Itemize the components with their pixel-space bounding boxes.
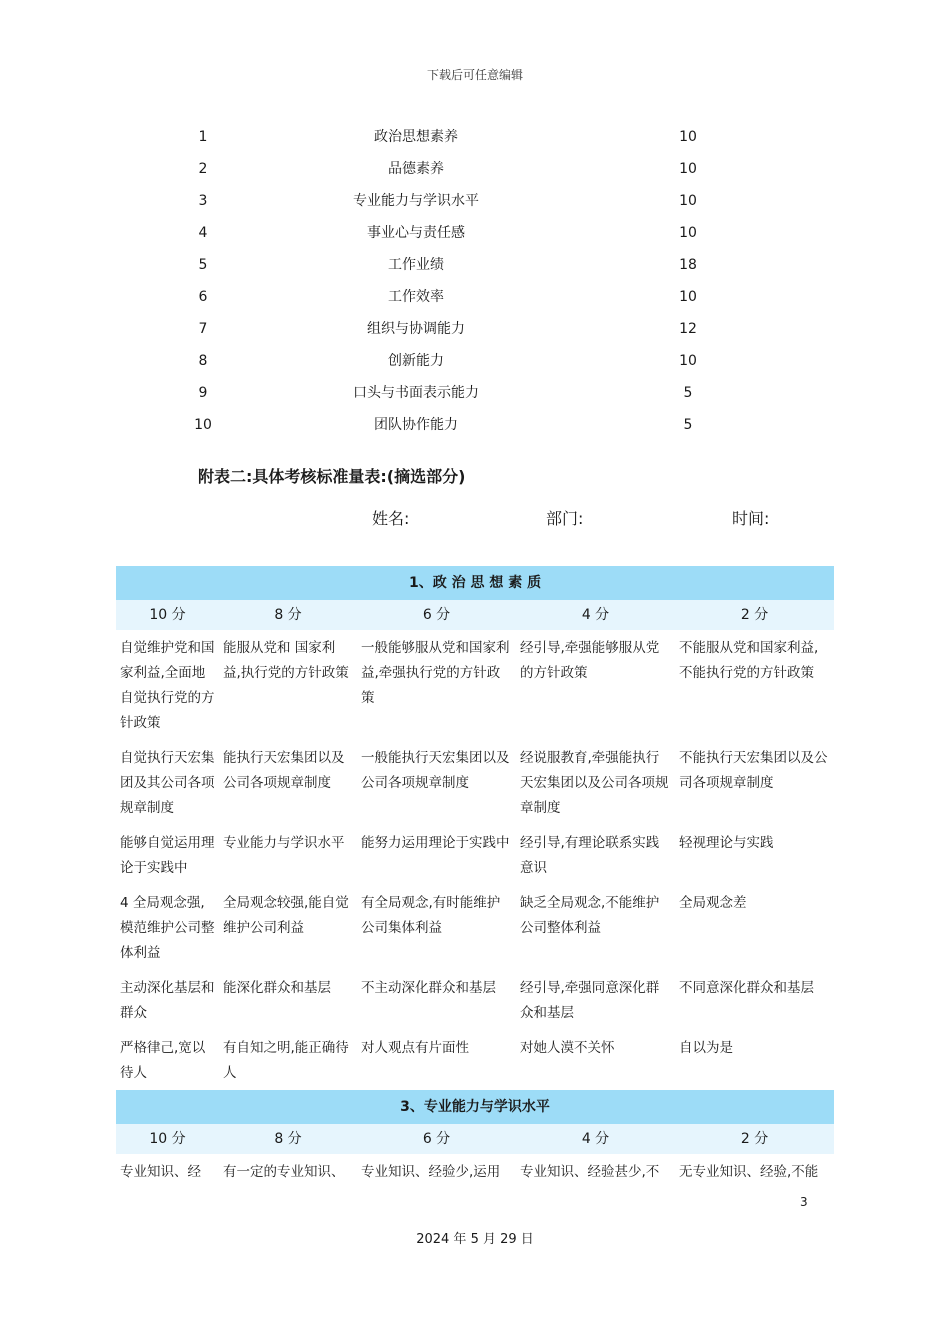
score-header: 6 分 xyxy=(357,1124,516,1154)
table-cell: 不主动深化群众和基层 xyxy=(361,980,496,996)
footer-date: 2024 年 5 月 29 日 xyxy=(416,1232,534,1247)
table-cell: 一般能执行天宏集团以及公司各项规章制度 xyxy=(361,750,510,791)
item-name: 品德素养 xyxy=(388,161,444,177)
table-cell: 严格律己,宽以待人 xyxy=(120,1040,206,1081)
time-label: 时间: xyxy=(732,509,770,528)
table-cell: 经引导,牵强能够服从党的方针政策 xyxy=(520,640,660,681)
section-title-row xyxy=(116,1090,834,1124)
item-score: 10 xyxy=(679,225,697,241)
table-row xyxy=(116,1154,834,1189)
table-cell: 对人观点有片面性 xyxy=(361,1040,469,1056)
score-header: 8 分 xyxy=(219,600,357,630)
table-cell: 能服从党和 国家利益,执行党的方针政策 xyxy=(223,640,349,681)
item-name: 团队协作能力 xyxy=(374,417,458,433)
table-cell: 专业知识、经 xyxy=(120,1164,201,1180)
table-cell: 能努力运用理论于实践中 xyxy=(361,835,510,851)
score-header: 6 分 xyxy=(357,600,516,630)
table-cell: 轻视理论与实践 xyxy=(679,835,774,851)
score-header: 10 分 xyxy=(116,600,219,630)
appendix-title: 附表二:具体考核标准量表:(摘选部分) xyxy=(198,467,466,486)
table-row xyxy=(116,825,834,885)
table-cell: 缺乏全局观念,不能维护公司整体利益 xyxy=(520,895,660,936)
item-name: 口头与书面表示能力 xyxy=(353,385,479,401)
table-cell: 自觉执行天宏集团及其公司各项规章制度 xyxy=(120,750,215,816)
score-header: 4 分 xyxy=(516,1124,675,1154)
list-item xyxy=(0,316,950,348)
table-cell: 自以为是 xyxy=(679,1040,733,1056)
score-header-row xyxy=(116,1124,834,1154)
item-name: 政治思想素养 xyxy=(374,129,458,145)
item-name: 专业能力与学识水平 xyxy=(353,193,479,209)
table-cell: 专业知识、经验甚少,不 xyxy=(520,1164,660,1180)
table-cell: 全局观念差 xyxy=(679,895,747,911)
item-number: 5 xyxy=(198,257,208,273)
item-name: 工作业绩 xyxy=(388,257,444,273)
item-score: 10 xyxy=(679,289,697,305)
list-item xyxy=(0,252,950,284)
section-title-row xyxy=(116,566,834,600)
table-cell: 有自知之明,能正确待人 xyxy=(223,1040,349,1081)
name-label: 姓名: xyxy=(372,509,410,528)
table-cell: 4 全局观念强,模范维护公司整体利益 xyxy=(120,895,215,961)
page-number: 3 xyxy=(800,1195,808,1209)
table-row xyxy=(116,885,834,970)
table-cell: 不同意深化群众和基层 xyxy=(679,980,814,996)
table-cell: 不能执行天宏集团以及公司各项规章制度 xyxy=(679,750,828,791)
table-cell: 无专业知识、经验,不能 xyxy=(679,1164,819,1180)
item-name: 组织与协调能力 xyxy=(367,321,465,337)
score-header: 2 分 xyxy=(675,600,834,630)
item-score: 18 xyxy=(679,257,697,273)
item-name: 工作效率 xyxy=(388,289,444,305)
page-header: 下载后可任意编辑 xyxy=(426,68,523,82)
list-item xyxy=(0,188,950,220)
item-number: 2 xyxy=(198,161,208,177)
item-number: 10 xyxy=(194,417,212,433)
item-name: 创新能力 xyxy=(388,353,444,369)
table-cell: 能够自觉运用理论于实践中 xyxy=(120,835,215,876)
item-number: 8 xyxy=(198,353,208,369)
score-header: 10 分 xyxy=(116,1124,219,1154)
item-score: 5 xyxy=(683,385,693,401)
table-cell: 对她人漠不关怀 xyxy=(520,1040,615,1056)
table-cell: 自觉维护党和国家利益,全面地自觉执行党的方针政策 xyxy=(120,640,215,731)
item-number: 7 xyxy=(198,321,208,337)
list-item xyxy=(0,380,950,412)
table-cell: 专业能力与学识水平 xyxy=(223,835,345,851)
table-cell: 有全局观念,有时能维护公司集体利益 xyxy=(361,895,501,936)
score-weight-list xyxy=(0,124,950,444)
list-item xyxy=(0,124,950,156)
assessment-standard-table xyxy=(116,566,834,1189)
table-row xyxy=(116,740,834,825)
item-number: 3 xyxy=(198,193,208,209)
item-number: 6 xyxy=(198,289,208,305)
list-item xyxy=(0,348,950,380)
table-cell: 经引导,有理论联系实践意识 xyxy=(520,835,660,876)
table-cell: 不能服从党和国家利益,不能执行党的方针政策 xyxy=(679,640,819,681)
table-cell: 主动深化基层和群众 xyxy=(120,980,215,1021)
table-cell: 经引导,牵强同意深化群众和基层 xyxy=(520,980,660,1021)
item-number: 4 xyxy=(198,225,208,241)
section-title: 1、政 治 思 想 素 质 xyxy=(116,566,834,600)
score-header-row xyxy=(116,600,834,630)
table-cell: 能执行天宏集团以及公司各项规章制度 xyxy=(223,750,345,791)
table-cell: 一般能够服从党和国家利益,牵强执行党的方针政策 xyxy=(361,640,510,706)
table-row xyxy=(116,630,834,740)
item-number: 1 xyxy=(198,129,208,145)
table-row xyxy=(116,1030,834,1090)
department-label: 部门: xyxy=(546,509,584,528)
score-header: 4 分 xyxy=(516,600,675,630)
section-title: 3、专业能力与学识水平 xyxy=(116,1090,834,1124)
table-cell: 能深化群众和基层 xyxy=(223,980,331,996)
list-item xyxy=(0,412,950,444)
list-item xyxy=(0,284,950,316)
score-header: 2 分 xyxy=(675,1124,834,1154)
item-name: 事业心与责任感 xyxy=(367,225,465,241)
item-score: 10 xyxy=(679,129,697,145)
table-cell: 专业知识、经验少,运用 xyxy=(361,1164,501,1180)
table-cell: 全局观念较强,能自觉维护公司利益 xyxy=(223,895,349,936)
score-header: 8 分 xyxy=(219,1124,357,1154)
item-score: 5 xyxy=(683,417,693,433)
table-row xyxy=(116,970,834,1030)
table-cell: 经说服教育,牵强能执行天宏集团以及公司各项规章制度 xyxy=(520,750,669,816)
table-cell: 有一定的专业知识、 xyxy=(223,1164,345,1180)
list-item xyxy=(0,220,950,252)
item-number: 9 xyxy=(198,385,208,401)
item-score: 10 xyxy=(679,353,697,369)
item-score: 10 xyxy=(679,193,697,209)
list-item xyxy=(0,156,950,188)
item-score: 12 xyxy=(679,321,697,337)
item-score: 10 xyxy=(679,161,697,177)
